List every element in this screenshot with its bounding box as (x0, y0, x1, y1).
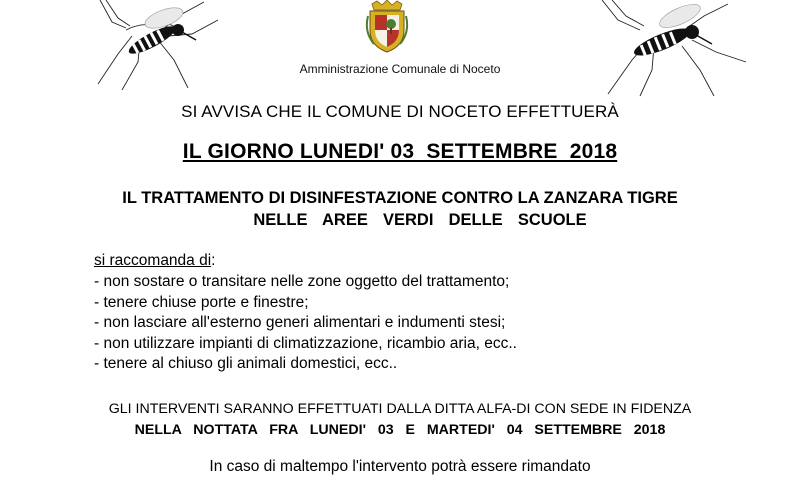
list-item: - tenere al chiuso gli animali domestici, ecc.. (94, 355, 398, 373)
recommendations-heading-text: si raccomanda di (94, 252, 212, 269)
announcement-line: SI AVVISA CHE IL COMUNE DI NOCETO EFFETTUERÀ (181, 102, 619, 121)
night-schedule-line: NELLA NOTTATA FRA LUNEDI' 03 E MARTEDI' 04 SETTEMBRE 2018 (134, 422, 666, 438)
list-item: - non utilizzare impianti di climatizzazione, ricambio aria, ecc.. (94, 334, 517, 352)
administration-name: Amministrazione Comunale di Noceto (299, 62, 501, 76)
recommendations-heading-colon: : (211, 252, 216, 269)
mosquito-icon (92, 0, 222, 90)
coat-of-arms-icon (364, 0, 410, 54)
recommendations-list (94, 272, 517, 375)
treatment-title-line-2: NELLE AREE VERDI DELLE SCUOLE (253, 211, 587, 229)
mosquito-icon (588, 0, 748, 98)
recommendations-heading (94, 252, 215, 270)
list-item: - tenere chiuse porte e finestre; (94, 293, 309, 311)
list-item: - non lasciare all'esterno generi alimentari e indumenti stesi; (94, 314, 506, 332)
contractor-line: GLI INTERVENTI SARANNO EFFETTUATI DALLA DITTA ALFA-DI CON SEDE IN FIDENZA (108, 401, 692, 417)
list-item: - non sostare o transitare nelle zone oggetto del trattamento; (94, 273, 510, 290)
weather-note: In caso di maltempo l'intervento potrà essere rimandato (209, 458, 591, 475)
treatment-title-line-1: IL TRATTAMENTO DI DISINFESTAZIONE CONTRO LA ZANZARA TIGRE (122, 189, 678, 207)
treatment-date: IL GIORNO LUNEDI' 03 SETTEMBRE 2018 (182, 140, 618, 163)
